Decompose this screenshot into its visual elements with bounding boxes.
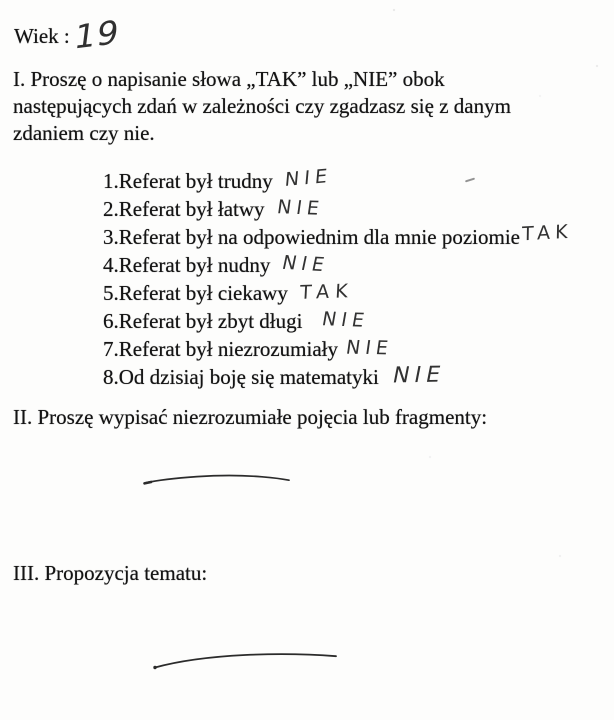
- handwritten-dash: [150, 646, 345, 674]
- statement-row: [103, 308, 573, 336]
- statement-number: 2.: [103, 197, 119, 221]
- section-1-heading-line: zdaniem czy nie.: [13, 121, 155, 145]
- handwritten-answer: NIE: [275, 196, 325, 220]
- section-1-heading-line: I. Proszę o napisanie słowa „TAK” lub „NIE” obok: [13, 67, 445, 91]
- statement-row: [103, 220, 573, 252]
- age-label: Wiek :: [14, 24, 70, 48]
- statement-row: [103, 336, 573, 364]
- statement-text: Referat był na odpowiednim dla mnie poziomie: [118, 225, 520, 249]
- section-1-heading-line: następujących zdań w zależności czy zgadzasz się z danym: [13, 94, 511, 118]
- age-row: [14, 12, 122, 57]
- statement-text: Referat był trudny: [118, 169, 273, 193]
- handwritten-answer: NIE: [283, 165, 333, 192]
- statement-row: [103, 252, 573, 280]
- statement-number: 4.: [103, 253, 119, 277]
- handwritten-answer: NIE: [320, 308, 372, 332]
- statement-text: Od dzisiaj boję się matematyki: [118, 365, 379, 389]
- section-3-heading: III. Propozycja tematu:: [13, 561, 208, 585]
- handwritten-answer: TAK: [299, 280, 355, 304]
- statement-row: [103, 280, 573, 308]
- statement-number: 5.: [103, 281, 119, 305]
- section-2-heading: II. Proszę wypisać niezrozumiałe pojęcia lub fragmenty:: [13, 405, 488, 429]
- statement-text: Referat był łatwy: [118, 197, 265, 221]
- handwritten-answer: TAK: [521, 220, 573, 246]
- statement-text: Referat był nudny: [118, 253, 271, 277]
- statement-number: 6.: [103, 309, 119, 333]
- statement-number: 3.: [103, 225, 119, 249]
- statement-row: [103, 364, 573, 391]
- statement-number: 1.: [103, 169, 119, 193]
- statement-number: 8.: [103, 365, 119, 389]
- statement-row: [103, 196, 573, 224]
- statement-text: Referat był ciekawy: [118, 281, 288, 305]
- handwritten-answer: NIE: [280, 251, 332, 277]
- handwritten-age-value: 19: [71, 12, 122, 57]
- handwritten-answer: NIE: [390, 362, 448, 389]
- statement-text: Referat był zbyt długi: [118, 309, 303, 333]
- statement-row: [103, 165, 573, 196]
- handwritten-dash: [142, 468, 294, 490]
- section-1-heading: [13, 66, 603, 147]
- statement-text: Referat był niezrozumiały: [118, 337, 338, 361]
- statement-number: 7.: [103, 337, 119, 361]
- handwritten-answer: NIE: [344, 336, 395, 360]
- statement-list: [103, 165, 573, 391]
